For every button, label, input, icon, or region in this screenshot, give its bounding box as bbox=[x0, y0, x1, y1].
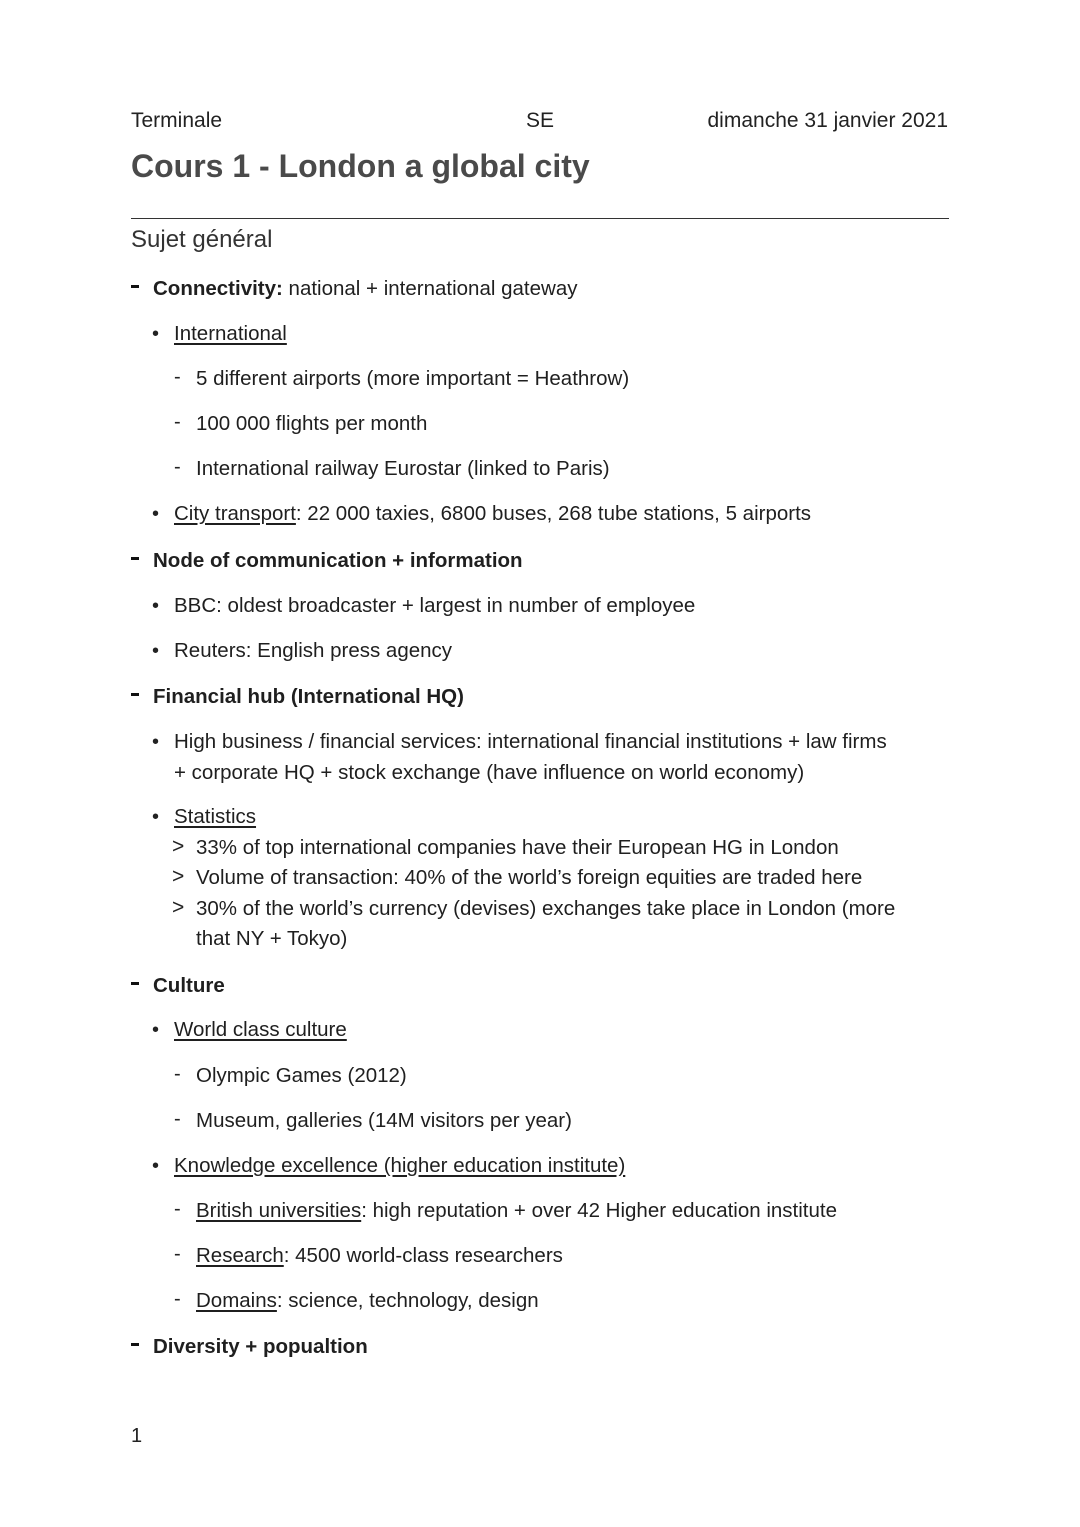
dot-bullet-icon: • bbox=[152, 595, 160, 617]
dash-icon: - bbox=[174, 1198, 181, 1220]
connectivity-label: Connectivity: bbox=[153, 277, 283, 300]
financial-heading: Financial hub (International HQ) bbox=[153, 685, 464, 708]
dot-bullet-icon: • bbox=[152, 1155, 160, 1177]
dot-bullet-icon: • bbox=[152, 1019, 160, 1041]
arrow-marker-icon: > bbox=[172, 865, 185, 888]
page-title: Cours 1 - London a global city bbox=[131, 148, 590, 184]
arrow-marker-icon: > bbox=[172, 835, 185, 858]
domains-label: Domains bbox=[196, 1289, 277, 1312]
knowledge-label: Knowledge excellence (higher education institute) bbox=[174, 1154, 626, 1177]
dot-bullet-icon: • bbox=[152, 323, 160, 345]
list-item bbox=[196, 1199, 837, 1223]
dash-bullet-icon bbox=[131, 285, 139, 288]
list-item bbox=[196, 1289, 539, 1313]
dash-bullet-icon bbox=[131, 557, 139, 560]
node-heading: Node of communication + information bbox=[153, 549, 523, 572]
dash-icon: - bbox=[174, 366, 181, 388]
list-item: 5 different airports (more important = Heathrow) bbox=[196, 367, 630, 390]
title-divider bbox=[131, 218, 949, 219]
dash-icon: - bbox=[174, 1108, 181, 1130]
dash-icon: - bbox=[174, 1288, 181, 1310]
list-item bbox=[196, 1244, 563, 1268]
city-transport-label: City transport bbox=[174, 502, 296, 525]
dash-icon: - bbox=[174, 1063, 181, 1085]
universities-label: British universities bbox=[196, 1199, 362, 1222]
statistic-item: 30% of the world’s currency (devises) exchanges take place in London (more bbox=[196, 897, 896, 920]
world-class-label: World class culture bbox=[174, 1018, 347, 1041]
connectivity-line bbox=[153, 277, 577, 301]
international-label: International bbox=[174, 322, 287, 345]
dash-icon: - bbox=[174, 411, 181, 433]
list-item: Museum, galleries (14M visitors per year) bbox=[196, 1109, 572, 1132]
header-class: Terminale bbox=[131, 109, 223, 132]
list-item: BBC: oldest broadcaster + largest in number of employee bbox=[174, 594, 696, 617]
arrow-marker-icon: > bbox=[172, 896, 185, 919]
list-item: Olympic Games (2012) bbox=[196, 1064, 407, 1087]
research-label: Research bbox=[196, 1244, 284, 1267]
connectivity-text: national + international gateway bbox=[282, 277, 578, 300]
header-section: SE bbox=[526, 109, 555, 132]
section-heading: Sujet général bbox=[131, 226, 273, 253]
dash-icon: - bbox=[174, 456, 181, 478]
universities-text: : high reputation + over 42 Higher education institute bbox=[361, 1199, 837, 1222]
dot-bullet-icon: • bbox=[152, 640, 160, 662]
dot-bullet-icon: • bbox=[152, 503, 160, 525]
statistic-item: Volume of transaction: 40% of the world’s foreign equities are traded here bbox=[196, 866, 863, 889]
domains-text: : science, technology, design bbox=[276, 1289, 539, 1312]
city-transport-text: : 22 000 taxies, 6800 buses, 268 tube stations, 5 airports bbox=[295, 502, 812, 525]
dot-bullet-icon: • bbox=[152, 806, 160, 828]
statistic-continuation: that NY + Tokyo) bbox=[196, 927, 348, 950]
dash-bullet-icon bbox=[131, 693, 139, 696]
dot-bullet-icon: • bbox=[152, 731, 160, 753]
financial-services-line2: + corporate HQ + stock exchange (have influence on world economy) bbox=[174, 761, 805, 784]
statistics-label: Statistics bbox=[174, 805, 257, 828]
financial-services-line1: High business / financial services: international financial institutions + law firms bbox=[174, 730, 887, 753]
page-number: 1 bbox=[131, 1425, 143, 1447]
header-date: dimanche 31 janvier 2021 bbox=[707, 109, 948, 132]
diversity-heading: Diversity + popualtion bbox=[153, 1335, 368, 1358]
research-text: : 4500 world-class researchers bbox=[283, 1244, 563, 1267]
list-item: 100 000 flights per month bbox=[196, 412, 428, 435]
culture-heading: Culture bbox=[153, 974, 225, 997]
list-item: International railway Eurostar (linked to Paris) bbox=[196, 457, 610, 480]
statistic-item: 33% of top international companies have their European HG in London bbox=[196, 836, 839, 859]
dash-bullet-icon bbox=[131, 982, 139, 985]
city-transport-line bbox=[174, 502, 811, 526]
dash-bullet-icon bbox=[131, 1343, 139, 1346]
dash-icon: - bbox=[174, 1243, 181, 1265]
list-item: Reuters: English press agency bbox=[174, 639, 453, 662]
